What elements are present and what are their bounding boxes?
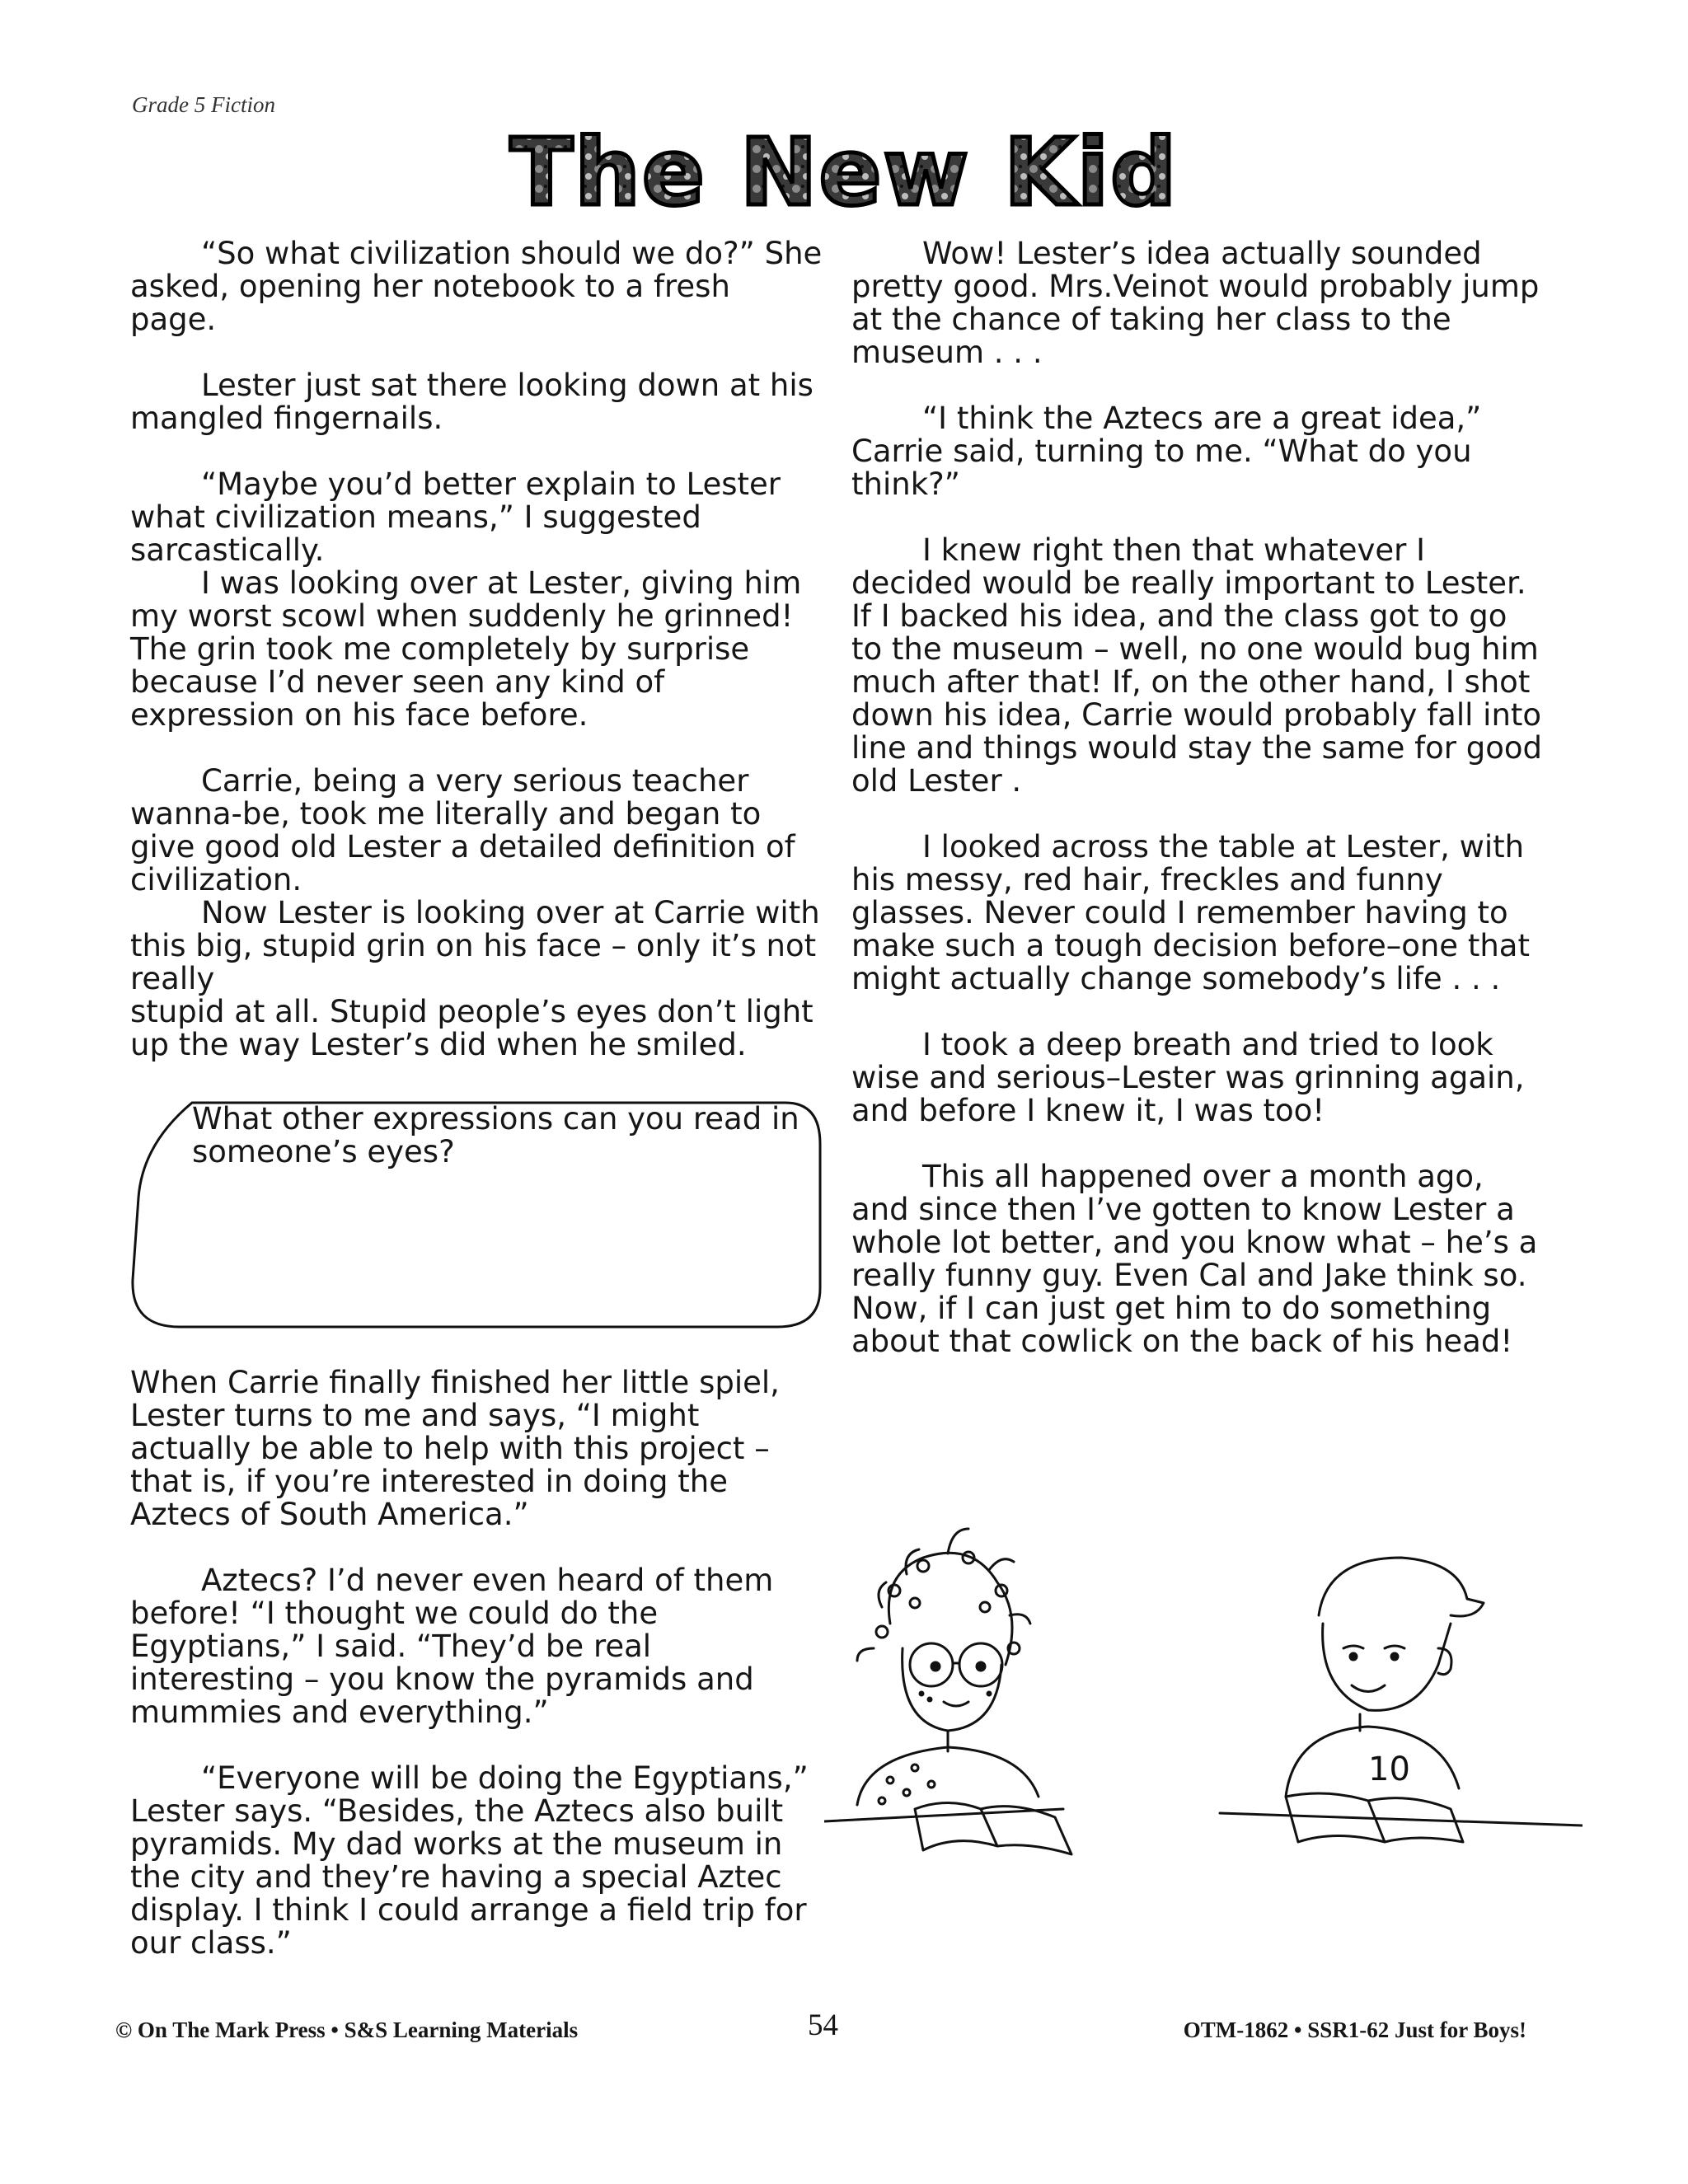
right-paragraph-2: “I think the Aztecs are a great idea,” Carrie said, turning to me. “What do you think?” — [851, 401, 1482, 502]
boy-book — [1220, 1793, 1582, 1842]
title-text: The New Kid — [509, 124, 1179, 223]
right-column — [851, 237, 1544, 1391]
girl-book — [824, 1803, 1071, 1855]
left-paragraph-3: “Maybe you’d better explain to Lester what civilization means,” I suggested sarcastically. — [130, 466, 781, 568]
prompt-box — [126, 1094, 827, 1333]
left-column — [130, 237, 823, 1993]
left-paragraph-9: “Everyone will be doing the Egyptians,” Lester says. “Besides, the Aztecs also built pyramids. My dad works at the museum in the city and they’re having a special Aztec display. I think I could arrange a field trip for our class.” — [130, 1760, 809, 1961]
right-paragraph-3: I knew right then that whatever I decided would be really important to Lester. If I backed his idea, and the class got to go to the museum – well, no one would bug him much after that! If, on the other hand, I shot down his idea, Carrie would probably fall into line and things would stay the same for good old Lester . — [851, 532, 1542, 799]
left-paragraph-2: Lester just sat there looking down at his mangled fingernails. — [130, 368, 814, 436]
left-paragraph-8: Aztecs? I’d never even heard of them before! “I thought we could do the Egyptians,” I said. “They’d be real interesting – you know the pyramids and mummies and everything.” — [130, 1563, 774, 1730]
kids-reading-illustration — [824, 1525, 1582, 1879]
right-paragraph-5: I took a deep breath and tried to look wise and serious–Lester was grinning again, and before I knew it, I was too! — [851, 1027, 1525, 1128]
footer-publisher: © On The Mark Press • S&S Learning Materials — [115, 2018, 579, 2042]
left-paragraph-5: Carrie, being a very serious teacher wanna-be, took me literally and began to give good old Lester a detailed definition of civilization. — [130, 763, 795, 898]
right-paragraph-4: I looked across the table at Lester, with his messy, red hair, freckles and funny glasses. Never could I remember having to make such a tough decision before–one that might actually change somebody’s life . . . — [851, 829, 1530, 996]
footer-product-code: OTM-1862 • SSR1-62 Just for Boys! — [1183, 2018, 1526, 2042]
title-logo — [0, 124, 1688, 223]
left-paragraph-1: “So what civilization should we do?” She asked, opening her notebook to a fresh page. — [130, 236, 823, 337]
girl-figure — [857, 1529, 1039, 1805]
grade-label: Grade 5 Fiction — [132, 92, 275, 117]
svg-text:10: 10 — [1368, 1750, 1410, 1788]
left-paragraph-6: Now Lester is looking over at Carrie with this big, stupid grin on his face – only it’s not really stupid at all. Stupid people’s eyes don’t light up the way Lester’s did when he smiled. — [130, 895, 820, 1062]
right-paragraph-6: This all happened over a month ago, and since then I’ve gotten to know Lester a whole lot better, and you know what – he’s a really funny guy. Even Cal and Jake think so. Now, if I can just get him to do something about that cowlick on the back of his head! — [851, 1159, 1538, 1359]
right-paragraph-1: Wow! Lester’s idea actually sounded pretty good. Mrs.Veinot would probably jump at the chance of taking her class to the museum . . . — [851, 236, 1540, 370]
left-paragraph-4: I was looking over at Lester, giving him my worst scowl when suddenly he grinned! The grin took me completely by surprise because I’d never seen any kind of expression on his face before. — [130, 565, 802, 733]
page-number: 54 — [808, 2008, 838, 2042]
left-paragraph-7: When Carrie finally finished her little spiel, Lester turns to me and says, “I might actually be able to help with this project – that is, if you’re interested in doing the Aztecs of South America.” — [130, 1365, 780, 1532]
boy-figure — [1286, 1558, 1484, 1797]
prompt-question: What other expressions can you read in someone’s eyes? — [192, 1101, 799, 1169]
